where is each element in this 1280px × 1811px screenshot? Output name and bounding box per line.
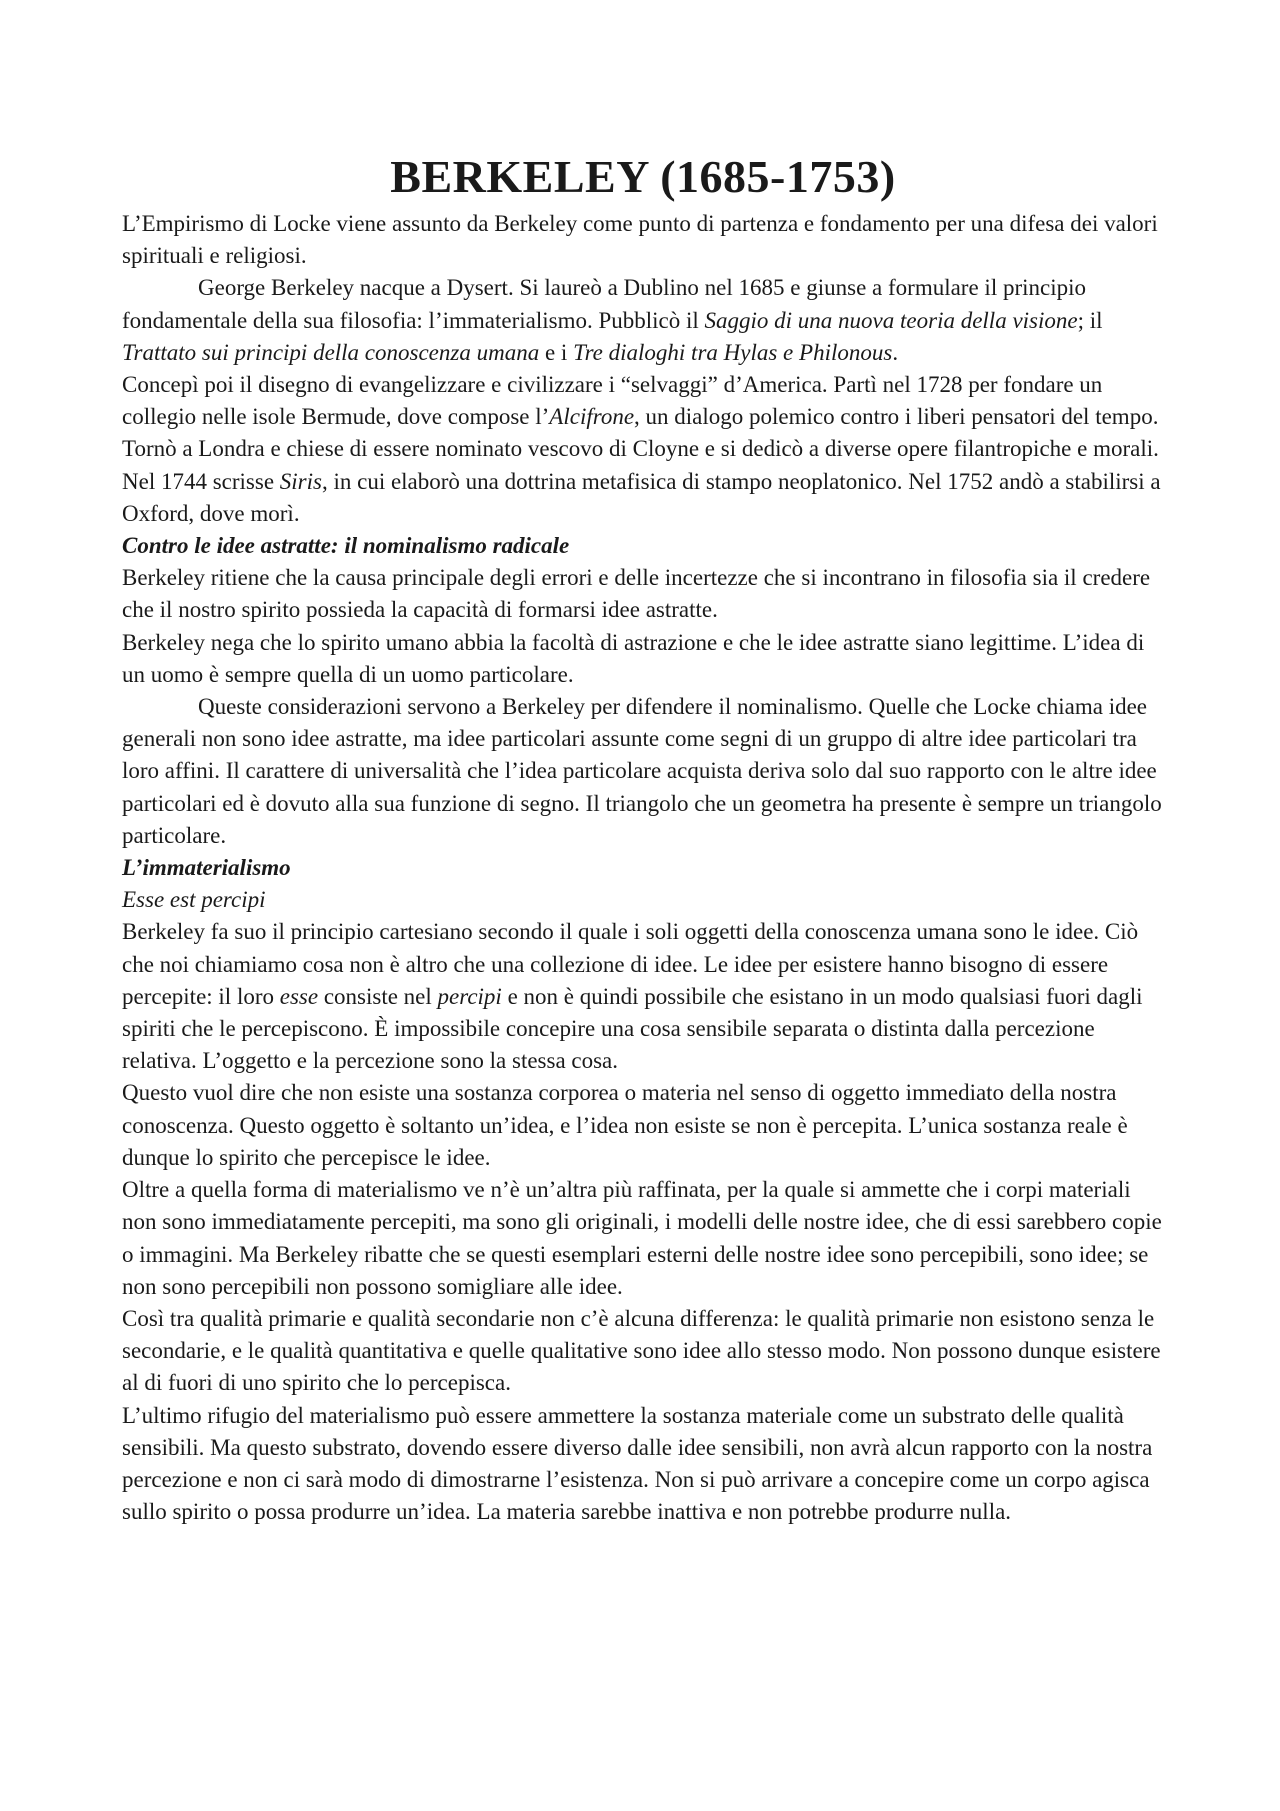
- page-title: BERKELEY (1685-1753): [390, 151, 896, 202]
- work-title: Siris: [279, 468, 322, 494]
- immaterialismo-paragraph-1: Berkeley fa suo il principio cartesiano secondo il quale i soli oggetti della conoscenza umana sono le idee. Ciò che noi chiamiamo cosa non è altro che una collezione di idee. Le idee per esistere hanno bisogno di essere percepite: il loro esse consiste nel percipi e non è quindi possibile che esistano in un modo qualsiasi fuori dagli spiriti che le percepiscono. È impossibile concepire una cosa sensibile separata o distinta dalla percezione relativa. L’oggetto e la percezione sono la stessa cosa.: [122, 919, 1143, 1074]
- latin-term: percipi: [437, 983, 502, 1009]
- work-title: Saggio di una nuova teoria della visione: [704, 307, 1078, 333]
- nominalismo-paragraph-3: Queste considerazioni servono a Berkeley per difendere il nominalismo. Quelle che Locke chiama idee generali non sono idee astratte, ma idee particolari assunte come segni di un gruppo di altre idee particolari tra loro affini. Il carattere di universalità che l’idea particolare acquista deriva solo dal suo rapporto con le altre idee particolari ed è dovuto alla sua funzione di segno. Il triangolo che un geometra ha presente è sempre un triangolo particolare.: [122, 694, 1162, 848]
- latin-term: esse: [279, 983, 319, 1009]
- intro-paragraph: L’Empirismo di Locke viene assunto da Berkeley come punto di partenza e fondamento per una difesa dei valori spirituali e religiosi.: [122, 211, 1158, 269]
- section-heading-immaterialismo: L’immaterialismo: [122, 855, 291, 881]
- immaterialismo-paragraph-2: Questo vuol dire che non esiste una sostanza corporea o materia nel senso di oggetto immediato della nostra conoscenza. Questo oggetto è soltanto un’idea, e l’idea non esiste se non è percepita. L’unica sostanza reale è dunque lo spirito che percepisce le idee.: [122, 1080, 1128, 1170]
- nominalismo-paragraph-2: Berkeley nega che lo spirito umano abbia la facoltà di astrazione e che le idee astratte siano legittime. L’idea di un uomo è sempre quella di un uomo particolare.: [122, 629, 1145, 687]
- work-title: Alcifrone: [549, 404, 635, 430]
- work-title: Trattato sui principi della conoscenza umana: [122, 339, 540, 365]
- section-heading-nominalismo: Contro le idee astratte: il nominalismo radicale: [122, 533, 570, 559]
- immaterialismo-paragraph-3: Oltre a quella forma di materialismo ve n’è un’altra più raffinata, per la quale si ammette che i corpi materiali non sono immediatamente percepiti, ma sono gli originali, i modelli delle nostre idee, che di essi sarebbero copie o immagini. Ma Berkeley ribatte che se questi esemplari esterni delle nostre idee sono percepibili, sono idee; se non sono percepibili non possono somigliare alle idee.: [122, 1177, 1162, 1299]
- biography-paragraph-1: George Berkeley nacque a Dysert. Si laureò a Dublino nel 1685 e giunse a formulare il principio fondamentale della sua filosofia: l’immaterialismo. Pubblicò il Saggio di una nuova teoria della visione; il Trattato sui principi della conoscenza umana e i Tre dialoghi tra Hylas e Philonous.: [122, 275, 1103, 365]
- immaterialismo-paragraph-5: L’ultimo rifugio del materialismo può essere ammettere la sostanza materiale come un substrato delle qualità sensibili. Ma questo substrato, dovendo essere diverso dalle idee sensibili, non avrà alcun rapporto con la nostra percezione e non ci sarà modo di dimostrarne l’esistenza. Non si può arrivare a concepire come un corpo agisca sullo spirito o possa produrre un’idea. La materia sarebbe inattiva e non potrebbe produrre nulla.: [122, 1402, 1153, 1525]
- nominalismo-paragraph-1: Berkeley ritiene che la causa principale degli errori e delle incertezze che si incontrano in filosofia sia il credere che il nostro spirito possieda la capacità di formarsi idee astratte.: [122, 565, 1151, 623]
- immaterialismo-paragraph-4: Così tra qualità primarie e qualità secondarie non c’è alcuna differenza: le qualità primarie non esistono senza le secondarie, e le qualità quantitativa e quelle qualitative sono idee allo stesso modo. Non possono dunque esistere al di fuori di uno spirito che lo percepisca.: [122, 1305, 1161, 1396]
- work-title: Tre dialoghi tra Hylas e Philonous: [573, 339, 893, 365]
- biography-paragraph-2: Concepì poi il disegno di evangelizzare e civilizzare i “selvaggi” d’America. Partì nel 1728 per fondare un collegio nelle isole Bermude, dove compose l’Alcifrone, un dialogo polemico contro i liberi pensatori del tempo. Tornò a Londra e chiese di essere nominato vescovo di Cloyne e si dedicò a diverse opere filantropiche e morali. Nel 1744 scrisse Siris, in cui elaborò una dottrina metafisica di stampo neoplatonico. Nel 1752 andò a stabilirsi a Oxford, dove morì.: [122, 372, 1161, 526]
- subheading-esse-est-percipi: Esse est percipi: [122, 887, 266, 913]
